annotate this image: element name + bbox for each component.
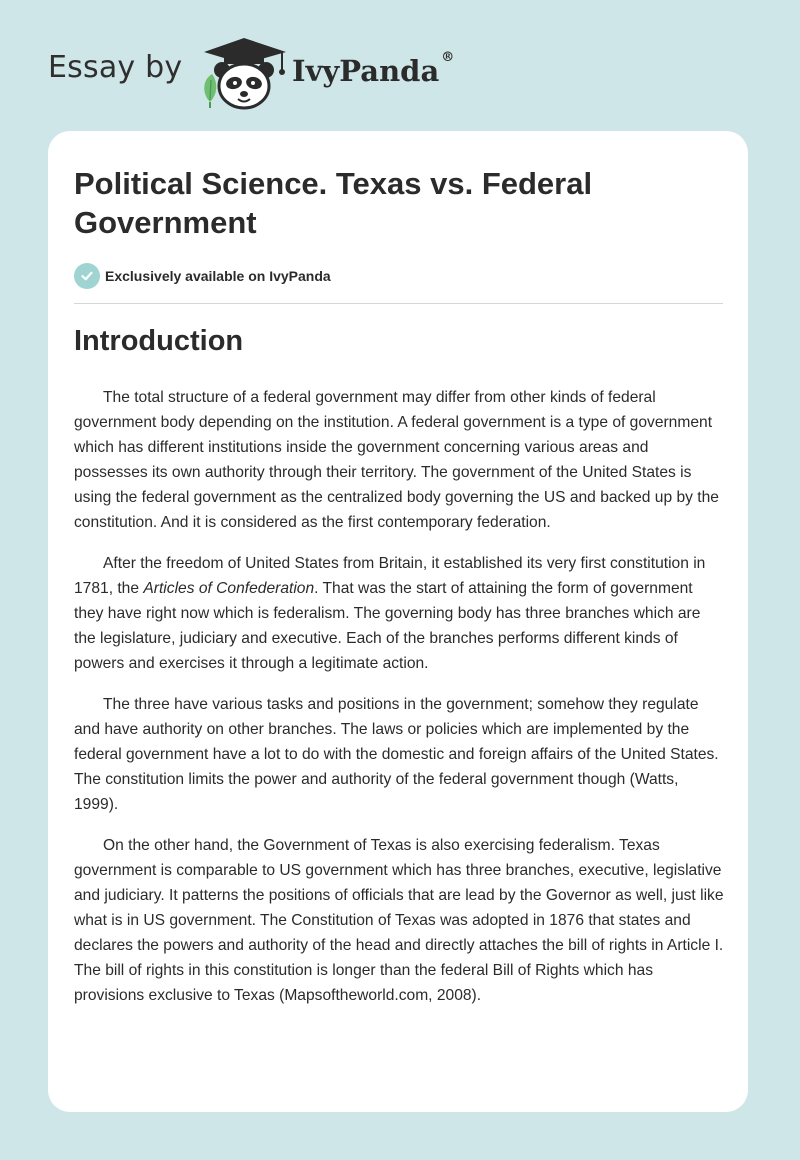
paragraph: After the freedom of United States from Britain, it established its very first constitution in 1781, the Articles of Confederation. That was the start of attaining the form of government they have right now which is federalism. The governing body has three branches which are the legislature, judiciary and executive. Each of the branches performs different kinds of powers and exercises it through a legitimate action. xyxy=(74,555,706,672)
italic-title: Articles of Confederation xyxy=(143,580,315,597)
divider xyxy=(74,303,723,304)
paragraph: The three have various tasks and positions in the government; somehow they regulate and have authority on other branches. The laws or policies which are implemented by the federal government have a lot to do with the domestic and foreign affairs of the United States. The constitution limits the power and authority of the federal government though (Watts, 1999). xyxy=(74,696,719,813)
panda-graduate-icon xyxy=(198,36,290,110)
essay-by-label: Essay by xyxy=(48,50,183,85)
site-header xyxy=(0,0,800,130)
page-title: Political Science. Texas vs. Federal Government xyxy=(74,166,593,240)
paragraph: The total structure of a federal government may differ from other kinds of federal government body depending on the institution. A federal government is a type of government which has different institutions inside the government concerning various areas and possesses its own authority through their territory. The government of the United States is using the federal government as the centralized body governing the US and backed up by the constitution. And it is considered as the first contemporary federation. xyxy=(74,389,719,531)
exclusive-badge xyxy=(74,263,331,289)
badge-label: Exclusively available on IvyPanda xyxy=(105,268,331,284)
article-card xyxy=(48,131,748,1112)
section-heading: Introduction xyxy=(74,325,244,357)
article-body xyxy=(74,385,724,1024)
brand-name: IvyPanda ® xyxy=(292,50,455,88)
check-icon xyxy=(74,263,100,289)
paragraph: On the other hand, the Government of Texas is also exercising federalism. Texas government is comparable to US government which has three branches, executive, legislative and judiciary. It patterns the positions of officials that are lead by the Governor as well, just like what is in US government. The Constitution of Texas was adopted in 1876 that states and declares the powers and authority of the head and directly attaches the bill of rights in Article I. The bill of rights in this constitution is longer than the federal Bill of Rights which has provisions exclusive to Texas (Mapsoftheworld.com, 2008). xyxy=(74,837,724,1004)
